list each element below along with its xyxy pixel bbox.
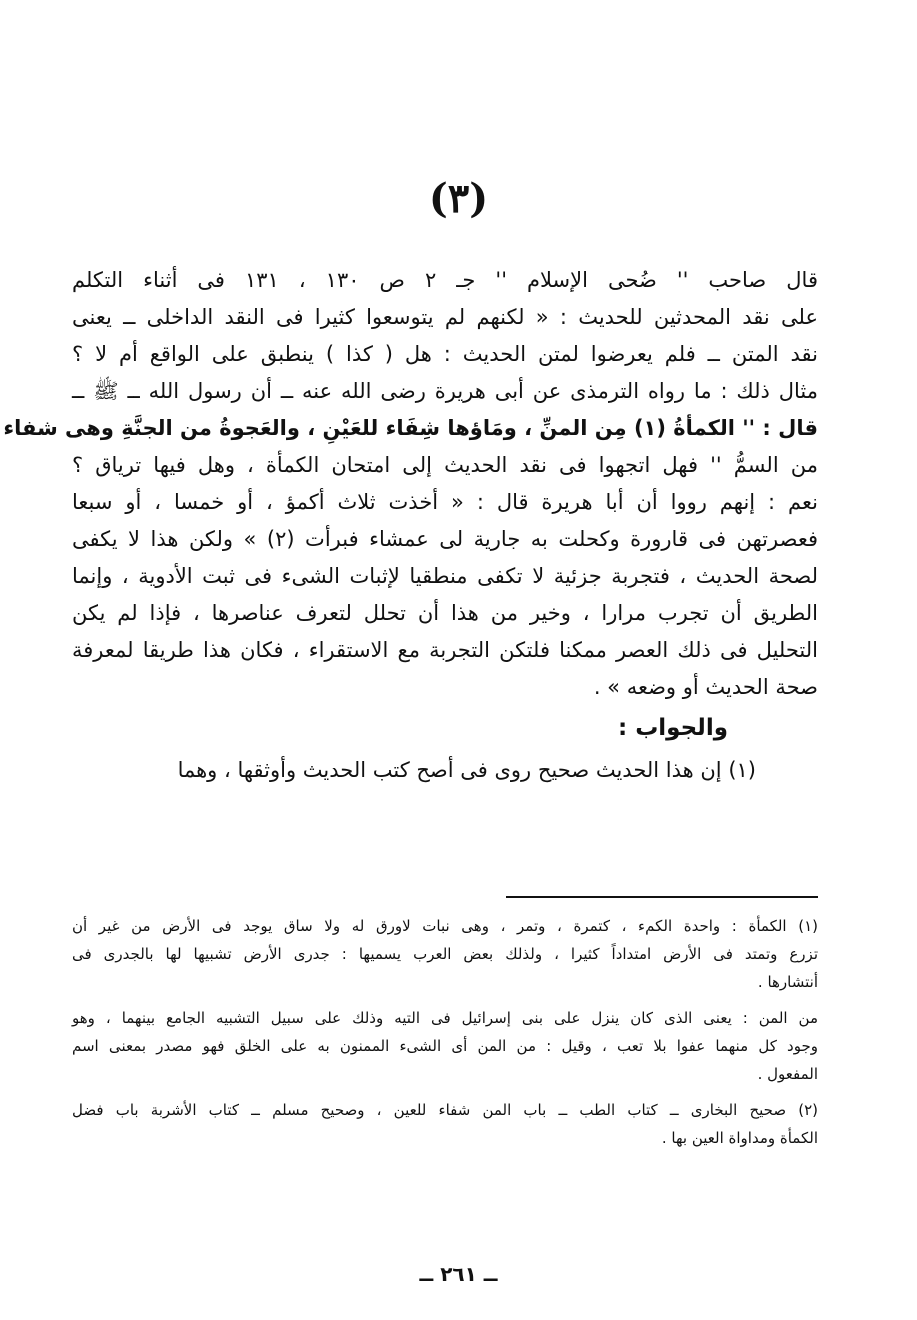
section-number: (٣) <box>428 175 489 222</box>
footnote-line: (٢) صحيح البخارى ــ كتاب الطب ــ باب المن شفاء للعين ، وصحيح مسلم ــ كتاب الأشربة باب فضل <box>72 1101 818 1119</box>
footnote <box>72 912 818 996</box>
text-line: التحليل فى ذلك العصر ممكنا فلتكن التجربة مع الاستقراء ، فكان هذا طريقا لمعرفة <box>72 638 818 662</box>
answer-first-line: (١) إن هذا الحديث صحيح روى فى أصح كتب الحديث وأوثقها ، وهما <box>177 758 756 782</box>
page-number: ــ ٢٦١ ــ <box>419 1262 498 1286</box>
footnote-line: من المن : يعنى الذى كان ينزل على بنى إسرائيل فى التيه وذلك على سبيل التشبيه الجامع بينهما ، وهو <box>72 1009 818 1027</box>
footnote-line: المفعول . <box>757 1065 818 1083</box>
footnote-line: (١) الكمأة : واحدة الكمء ، كتمرة ، وتمر ، وهى نبات لاورق له ولا ساق يوجد فى الأرض من غير أن <box>72 917 818 935</box>
footnote-line: وجود كل منهما عفوا بلا تعب ، وقيل : من المن أى الشىء الممنون به على الخلق فهو مصدر بمعنى اسم <box>72 1037 818 1055</box>
text-line: الطريق أن تجرب مرارا ، وخير من هذا أن تحلل لتعرف عناصرها ، فإذا لم يكن <box>72 601 818 625</box>
footnote <box>72 1004 818 1088</box>
footnote <box>72 1096 818 1152</box>
footnotes <box>72 912 818 1160</box>
footnote-line: أنتشارها . <box>757 973 818 991</box>
main-text <box>3 262 818 790</box>
text-line: نعم : إنهم رووا أن أبا هريرة قال : « أخذت ثلاث أكمؤ ، أو خمسا ، أو سبعا <box>72 490 818 514</box>
text-line: مثال ذلك : ما رواه الترمذى عن أبى هريرة رضى الله عنه ــ أن رسول الله ــ ﷺ ــ <box>72 379 818 403</box>
text-line: لصحة الحديث ، فتجربة جزئية لا تكفى منطقيا لإثبات الشىء فى ثبت الأدوية ، وإنما <box>72 564 818 588</box>
text-line: على نقد المحدثين للحديث : « لكنهم لم يتوسعوا كثيرا فى النقد الداخلى ــ يعنى <box>72 305 818 329</box>
answer-heading: والجواب : <box>617 715 728 741</box>
footnote-line: تزرع وتمتد فى الأرض امتداداً كثيرا ، ولذلك بعض العرب يسميها : جدرى الأرض تشبيها لها بالجدرى فى <box>72 945 818 963</box>
text-line: صحة الحديث أو وضعه » . <box>593 675 818 699</box>
hadith-quote-line: قال : '' الكمأةُ (١) مِن المنِّ ، ومَاؤها شِفَاء للعَيْنِ ، والعَجوةُ من الجنَّةِ وهى شفاء <box>3 416 818 440</box>
footnote-divider <box>506 896 818 898</box>
text-line: من السمُّ '' فهل اتجهوا فى نقد الحديث إلى امتحان الكمأة ، وهل فيها ترياق ؟ <box>72 453 818 477</box>
footnote-line: الكمأة ومداواة العين بها . <box>661 1129 818 1147</box>
text-line: نقد المتن ــ فلم يعرضوا لمتن الحديث : هل ( كذا ) ينطبق على الواقع أم لا ؟ <box>72 342 818 366</box>
text-line: قال صاحب '' ضُحى الإسلام '' جـ ٢ ص ١٣٠ ، ١٣١ فى أثناء التكلم <box>72 268 818 292</box>
text-line: فعصرتهن فى قارورة وكحلت به جارية لى عمشاء فبرأت (٢) » ولكن هذا لا يكفى <box>72 527 818 551</box>
